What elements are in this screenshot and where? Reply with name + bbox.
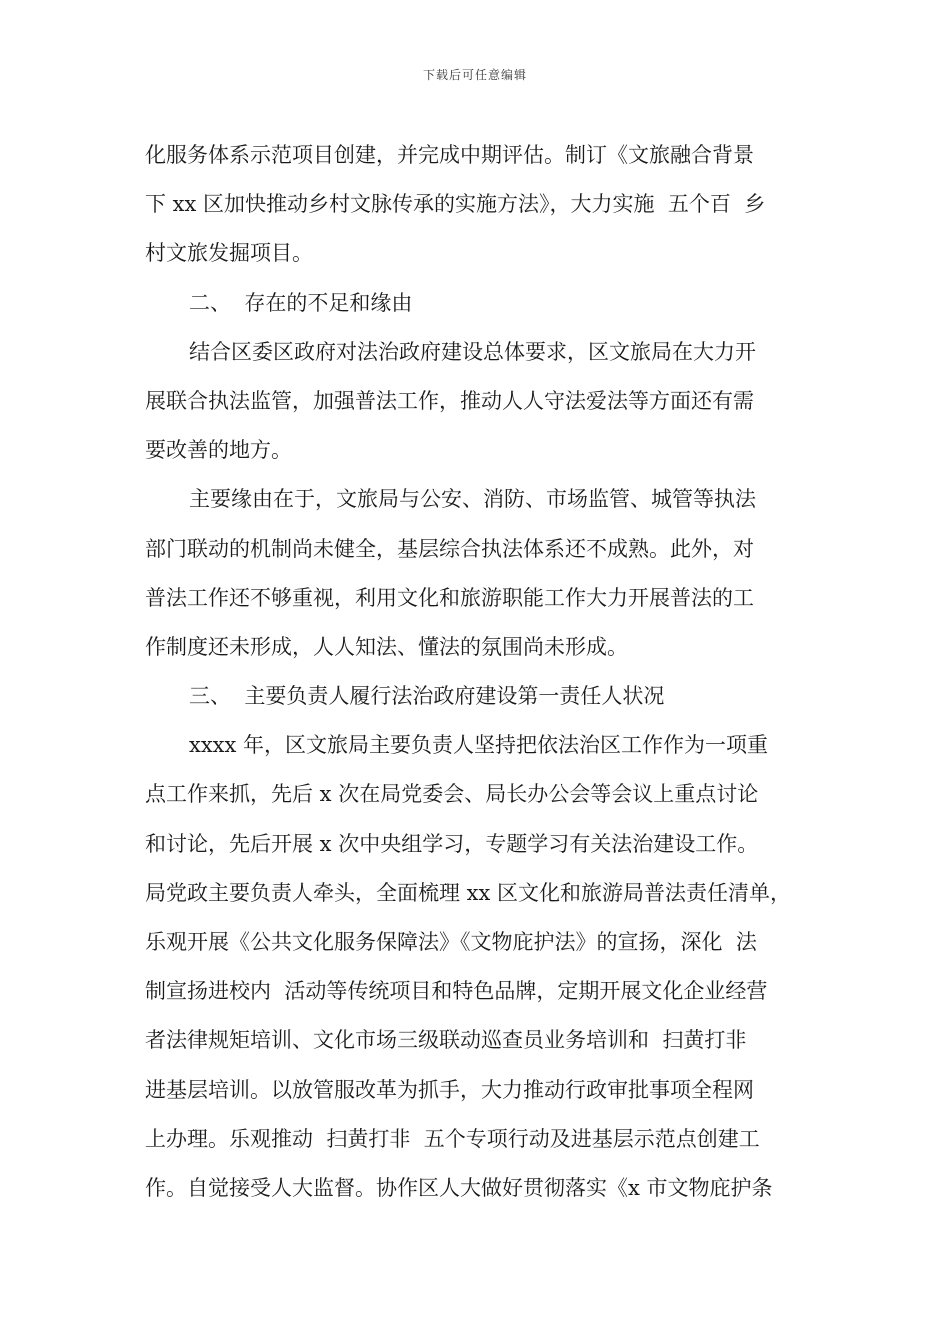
page-header-note: 下载后可任意编辑 bbox=[422, 68, 527, 82]
text-line: 二、 存在的不足和缘由 bbox=[189, 290, 413, 315]
text-line: 乐观开展《公共文化服务保障法》《文物庇护法》的宣扬，深化 法 bbox=[145, 930, 757, 954]
text-line: 村文旅发掘项目。 bbox=[145, 241, 313, 266]
text-line: 展联合执法监管，加强普法工作，推动人人守法爱法等方面还有需 bbox=[145, 388, 754, 413]
text-line: 普法工作还不够重视，利用文化和旅游职能工作大力开展普法的工 bbox=[145, 585, 754, 610]
text-line: 局党政主要负责人牵头，全面梳理 xx 区文化和旅游局普法责任清单， bbox=[145, 880, 792, 905]
text-line: 和讨论，先后开展 x 次中央组学习，专题学习有关法治建设工作。 bbox=[145, 831, 759, 856]
text-line: 作制度还未形成，人人知法、懂法的氛围尚未形成。 bbox=[145, 634, 628, 659]
text-line: 作。自觉接受人大监督。协作区人大做好贯彻落实《x 市文物庇护条 bbox=[145, 1175, 773, 1200]
text-line: 结合区委区政府对法治政府建设总体要求，区文旅局在大力开 bbox=[189, 339, 756, 364]
text-line: xxxx 年，区文旅局主要负责人坚持把依法治区工作作为一项重 bbox=[189, 733, 769, 758]
text-line: 上办理。乐观推动 扫黄打非 五个专项行动及进基层示范点创建工 bbox=[145, 1126, 760, 1151]
text-line: 部门联动的机制尚未健全，基层综合执法体系还不成熟。此外，对 bbox=[145, 536, 754, 561]
text-line: 要改善的地方。 bbox=[145, 438, 292, 463]
text-line: 进基层培训。以放管服改革为抓手，大力推动行政审批事项全程网 bbox=[145, 1077, 754, 1102]
text-line: 下 xx 区加快推动乡村文脉传承的实施方法》，大力实施 五个百 乡 bbox=[145, 192, 766, 217]
document-body bbox=[145, 131, 807, 1213]
text-line: 化服务体系示范项目创建，并完成中期评估。制订《文旅融合背景 bbox=[145, 143, 754, 167]
text-line: 点工作来抓，先后 x 次在局党委会、局长办公会等会议上重点讨论 bbox=[145, 782, 759, 807]
text-line: 制宣扬进校内 活动等传统项目和特色品牌，定期开展文化企业经营 bbox=[145, 979, 768, 1004]
text-line: 者法律规矩培训、文化市场三级联动巡查员业务培训和 扫黄打非 bbox=[145, 1028, 747, 1053]
text-line: 主要缘由在于，文旅局与公安、消防、市场监管、城管等执法 bbox=[189, 487, 756, 512]
text-line: 三、 主要负责人履行法治政府建设第一责任人状况 bbox=[189, 684, 665, 709]
